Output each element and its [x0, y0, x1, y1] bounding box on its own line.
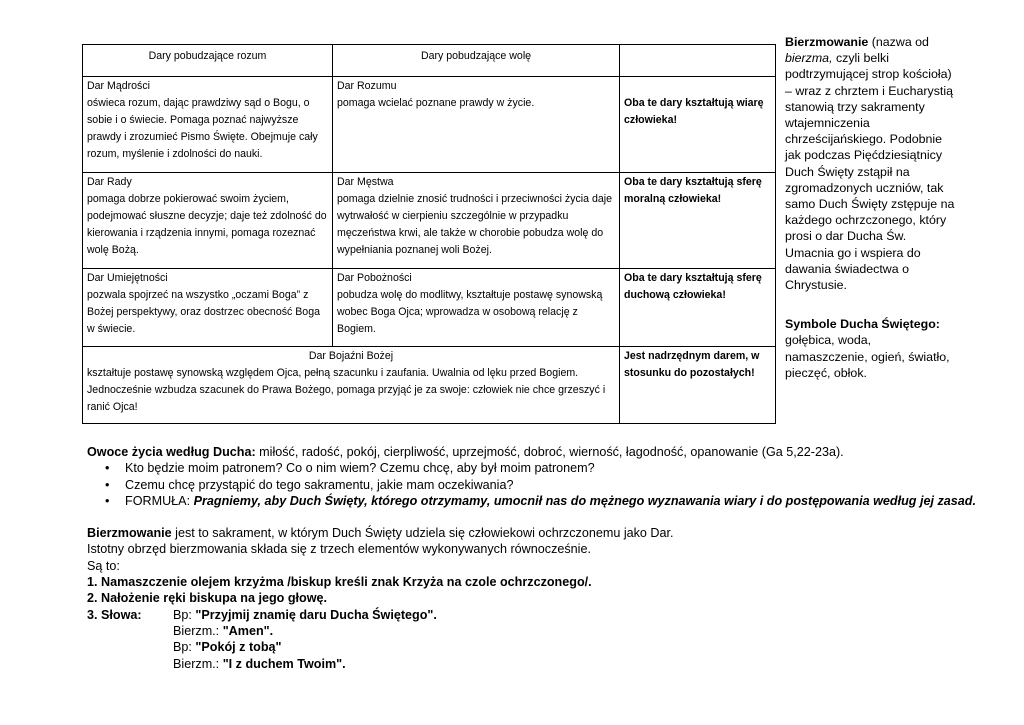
symbols-paragraph	[785, 316, 955, 381]
summary-cell	[620, 269, 776, 347]
table-row	[83, 347, 776, 424]
header-empty	[620, 45, 776, 77]
definition-term: Bierzmowanie	[87, 526, 172, 541]
summary-text: Jest nadrzędnym darem, w stosunku do pozostałych!	[624, 350, 760, 379]
dialog-speaker: Bp:	[173, 607, 196, 622]
gift-name: Dar Rozumu	[337, 80, 397, 92]
fruits-text: miłość, radość, pokój, cierpliwość, uprzejmość, dobroć, wierność, łagodność, opanowanie (Ga 5,22-23a).	[255, 445, 844, 459]
gift-description: pomaga dzielnie znosić trudności i przeciwności życia daje wytrwałość w cierpieniu szczególnie w przypadku męczeństwa krwi, ale także w chorobie pobudza wolę do wypełniania poznanej woli Bożej.	[337, 193, 612, 256]
summary-text: Oba te dary kształtują sferę moralną człowieka!	[624, 176, 762, 205]
rite-line: Istotny obrzęd bierzmowania składa się z trzech elementów wykonywanych równocześnie.	[87, 542, 591, 557]
gift-description: pomaga wcielać poznane prawdy w życie.	[337, 97, 535, 109]
sidebar-text: czyli belki podtrzymującej strop kościoła) – wraz z chrztem i Eucharystią stanowią trzy sakramenty wtajemniczenia chrześcijańskiego. Podobnie jak podczas Pięćdziesiątnicy Duch Święty zstąpił na zgromadzonych uczniów, tak samo Duch Święty zstępuje na każdego ochrzczonego, który prosi o dar Ducha Św. Umacnia go i wspiera do dawania świadectwa o Chrystusie.	[785, 51, 955, 293]
gift-description: pozwala spojrzeć na wszystko „oczami Boga” z Bożej perspektywy, oraz dostrzec obecność Boga w świecie.	[87, 289, 320, 335]
sidebar-paragraph	[785, 34, 955, 293]
gift-cell-fear-of-god	[83, 347, 620, 424]
dialog-words: "Pokój z tobą"	[195, 640, 282, 655]
formula-label: FORMUŁA:	[125, 493, 194, 508]
list-item	[105, 477, 987, 493]
gift-cell	[333, 173, 620, 269]
fruits-line	[87, 444, 987, 460]
bullet-icon: •	[105, 477, 110, 492]
gift-description: kształtuje postawę synowską względem Ojca, pełną szacunku i zaufania. Uwalnia od lęku przed Bogiem. Jednocześnie wzbudza szacunek do Prawa Bożego, pomaga przyjąć je za swoje: człowiek nie chce grzeszyć i ranić Ojca!	[87, 367, 606, 413]
bottom-section	[87, 444, 987, 672]
dialog-speaker: Bierzm.:	[173, 656, 223, 671]
bullet-icon: •	[105, 493, 110, 508]
definition-line	[87, 525, 987, 541]
table-row	[83, 77, 776, 173]
symbols-text: gołębica, woda, namaszczenie, ogień, światło, pieczęć, obłok.	[785, 333, 950, 380]
summary-text: Oba te dary kształtują wiarę człowieka!	[624, 97, 764, 126]
gift-description: pomaga dobrze pokierować swoim życiem, podejmować słuszne decyzje; daje też zdolność do kierowania i rządzenia innymi, pomaga rozeznać wolę Bożą.	[87, 193, 327, 256]
list-item	[105, 493, 987, 509]
dialog-words: "Amen".	[222, 623, 274, 638]
bullet-list	[87, 460, 987, 509]
summary-text: Oba te dary kształtują sferę duchową człowieka!	[624, 272, 762, 301]
dialog-line	[87, 656, 987, 672]
gift-cell	[333, 269, 620, 347]
rite-item-1: 1. Namaszczenie olejem krzyżma /biskup kreśli znak Krzyża na czole ochrzczonego/.	[87, 575, 592, 590]
summary-cell	[620, 347, 776, 424]
table-header-row	[83, 45, 776, 77]
gift-name: Dar Umiejętności	[87, 272, 168, 284]
header-will: Dary pobudzające wolę	[333, 45, 620, 77]
list-item-text: Kto będzie moim patronem? Co o nim wiem? Czemu chcę, aby był moim patronem?	[125, 461, 595, 476]
sidebar-italic: bierzma,	[785, 51, 833, 66]
summary-cell	[620, 77, 776, 173]
table-row	[83, 173, 776, 269]
rite-item-3-label: 3. Słowa:	[87, 607, 142, 622]
list-item	[105, 460, 987, 476]
dialog-words: "I z duchem Twoim".	[222, 656, 346, 671]
rite-item-2: 2. Nałożenie ręki biskupa na jego głowę.	[87, 591, 328, 606]
gift-name: Dar Bojaźni Bożej	[308, 350, 394, 362]
gift-cell	[83, 269, 333, 347]
gift-cell	[333, 77, 620, 173]
sidebar-note	[785, 34, 955, 381]
summary-cell	[620, 173, 776, 269]
formula-text: Pragniemy, aby Duch Święty, którego otrzymamy, umocnił nas do mężnego wyznawania wiary i do postępowania według jej zasad.	[193, 493, 976, 508]
list-item-text: Czemu chcę przystąpić do tego sakramentu, jakie mam oczekiwania?	[125, 477, 514, 492]
are-line: Są to:	[87, 558, 120, 573]
gift-cell	[83, 173, 333, 269]
gift-description: pobudza wolę do modlitwy, kształtuje postawę synowską wobec Boga Ojca; wprowadza w osobową relację z Bogiem.	[337, 289, 603, 335]
bullet-icon: •	[105, 461, 110, 476]
dialog-words: "Przyjmij znamię daru Ducha Świętego".	[195, 607, 437, 622]
gift-name: Dar Pobożności	[337, 272, 412, 284]
rite-item-3	[87, 607, 987, 623]
dialog-speaker: Bierzm.:	[173, 623, 223, 638]
dialog-line	[87, 623, 987, 639]
symbols-title: Symbole Ducha Świętego:	[785, 317, 940, 332]
fruits-label: Owoce życia według Ducha:	[87, 445, 256, 459]
header-reason: Dary pobudzające rozum	[83, 45, 333, 77]
sidebar-text: (nazwa od	[868, 35, 929, 49]
gifts-table	[82, 44, 776, 424]
dialog-line	[87, 639, 987, 655]
gift-name: Dar Rady	[87, 176, 132, 188]
gift-description: oświeca rozum, dając prawdziwy sąd o Bogu, o sobie i o świecie. Pomaga poznać najwyższe prawdy i zrozumieć Pismo Święte. Obejmuje cały rozum, myślenie i zdolności do nauki.	[87, 97, 318, 160]
definition-text: jest to sakrament, w którym Duch Święty udziela się człowiekowi ochrzczonemu jako Dar.	[171, 526, 674, 541]
gift-name: Dar Mądrości	[87, 80, 150, 92]
table-row	[83, 269, 776, 347]
gift-cell	[83, 77, 333, 173]
gift-name: Dar Męstwa	[337, 176, 394, 188]
dialog-speaker: Bp:	[173, 640, 196, 655]
sidebar-term: Bierzmowanie	[785, 35, 869, 49]
